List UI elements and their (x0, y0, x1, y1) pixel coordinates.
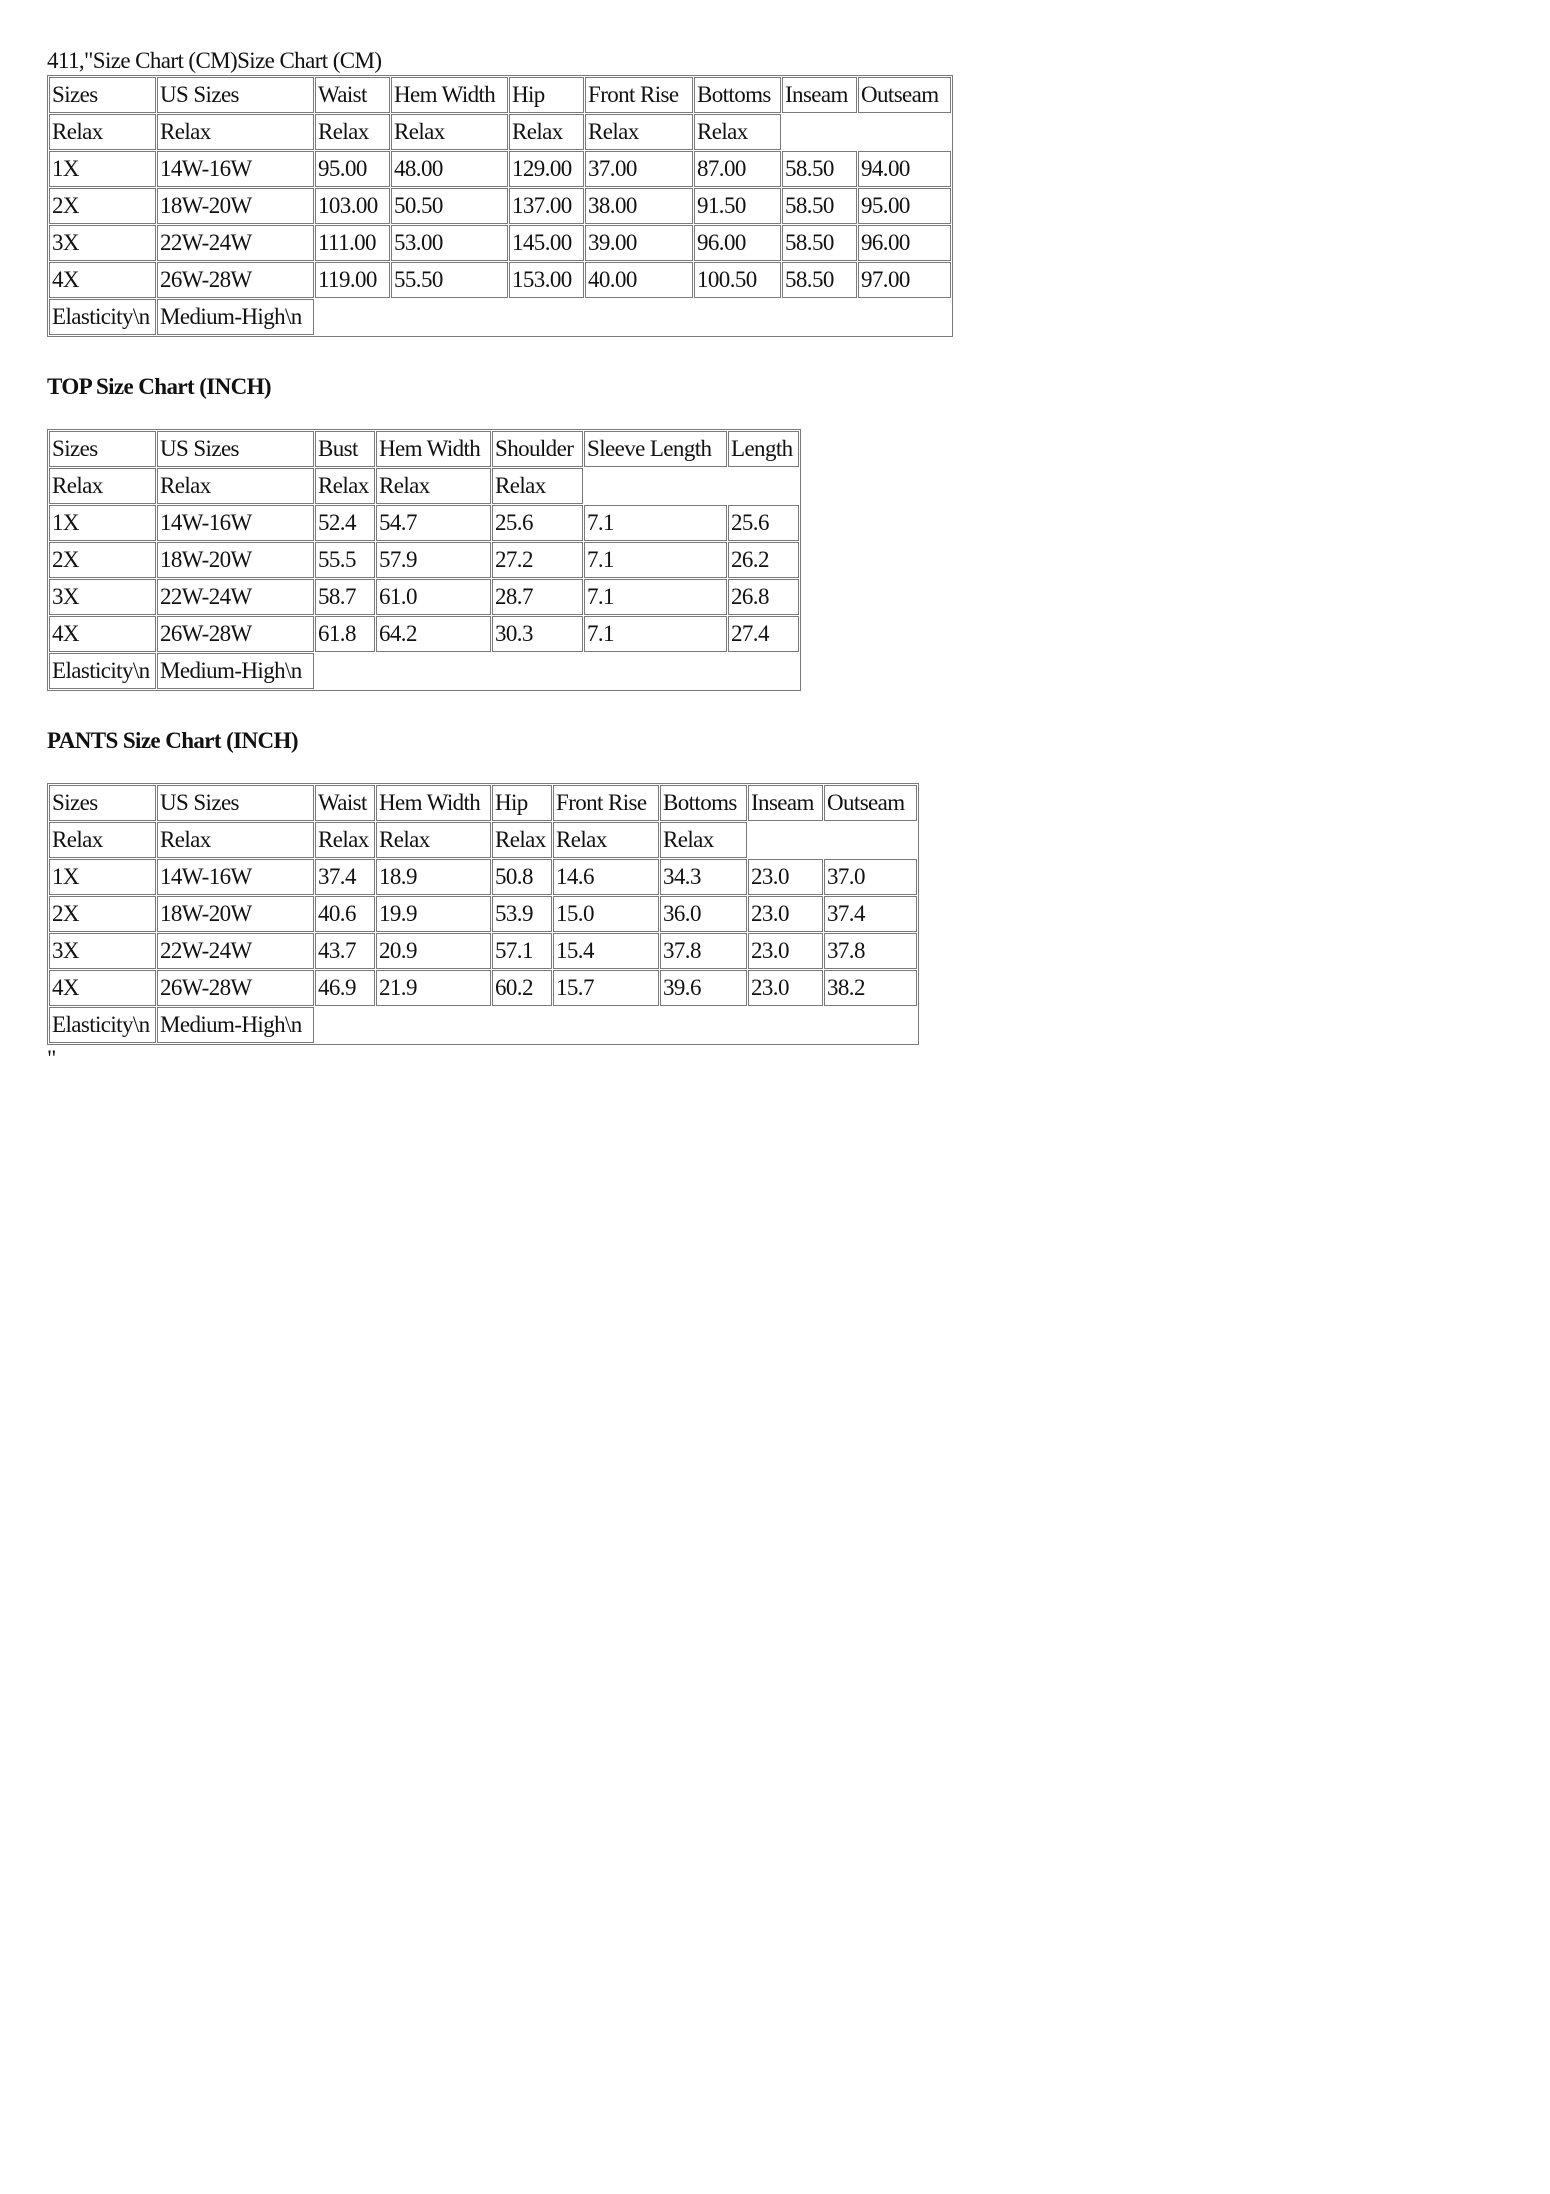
table-cell: 37.8 (824, 933, 917, 969)
table-row (49, 896, 917, 932)
table-cell: Bottoms (660, 785, 747, 821)
table-row (49, 653, 799, 689)
table-cell: 22W-24W (157, 579, 314, 615)
table-cell: Inseam (782, 77, 857, 113)
table-cell: Medium-High\n (157, 1007, 314, 1043)
table-cell: 2X (49, 896, 156, 932)
table-cell: 18W-20W (157, 896, 314, 932)
table-row (49, 859, 917, 895)
table-cell: 37.00 (585, 151, 693, 187)
table-cell: 96.00 (694, 225, 781, 261)
table-cell: 7.1 (584, 542, 727, 578)
top-chart-title: TOP Size Chart (INCH) (47, 374, 271, 399)
table-cell: 30.3 (492, 616, 583, 652)
table-cell: 96.00 (858, 225, 951, 261)
table-row (49, 616, 799, 652)
table-row (49, 505, 799, 541)
cm-size-table (47, 75, 953, 337)
table-cell: 18W-20W (157, 188, 314, 224)
table-row (49, 262, 951, 298)
table-cell: 111.00 (315, 225, 390, 261)
table-cell: 2X (49, 188, 156, 224)
table-cell: 3X (49, 579, 156, 615)
table-cell: Relax (391, 114, 508, 150)
table-cell: 103.00 (315, 188, 390, 224)
table-cell: Elasticity\n (49, 1007, 156, 1043)
table-cell: Relax (315, 468, 375, 504)
table-cell: 58.50 (782, 151, 857, 187)
table-cell: Inseam (748, 785, 823, 821)
table-cell: Sizes (49, 431, 156, 467)
table-cell: Sizes (49, 785, 156, 821)
table-cell: 100.50 (694, 262, 781, 298)
table-cell: Hem Width (391, 77, 508, 113)
table-cell: 4X (49, 616, 156, 652)
table-cell: 61.0 (376, 579, 491, 615)
table-cell: 36.0 (660, 896, 747, 932)
table-cell: 23.0 (748, 970, 823, 1006)
table-cell: 25.6 (492, 505, 583, 541)
table-cell: 7.1 (584, 505, 727, 541)
table-cell: 28.7 (492, 579, 583, 615)
table-cell: 39.00 (585, 225, 693, 261)
table-cell: Relax (553, 822, 659, 858)
table-cell: 26W-28W (157, 616, 314, 652)
table-cell: 58.50 (782, 188, 857, 224)
table-cell: 55.5 (315, 542, 375, 578)
table-cell: Relax (585, 114, 693, 150)
table-cell: Waist (315, 77, 390, 113)
table-cell: 20.9 (376, 933, 491, 969)
top-size-table (47, 429, 801, 691)
table-cell: 3X (49, 225, 156, 261)
table-row (49, 822, 917, 858)
table-cell: 91.50 (694, 188, 781, 224)
table-cell: 18W-20W (157, 542, 314, 578)
table-cell: Medium-High\n (157, 653, 314, 689)
table-cell: Hip (492, 785, 552, 821)
table-cell: US Sizes (157, 431, 314, 467)
table-cell: 38.00 (585, 188, 693, 224)
table-cell: 14W-16W (157, 859, 314, 895)
table-cell: Outseam (824, 785, 917, 821)
table-cell: 64.2 (376, 616, 491, 652)
table-cell: 137.00 (509, 188, 584, 224)
table-cell: Relax (694, 114, 781, 150)
table-cell: 19.9 (376, 896, 491, 932)
table-cell: 14.6 (553, 859, 659, 895)
table-cell: Hem Width (376, 431, 491, 467)
table-cell: 7.1 (584, 579, 727, 615)
table-row (49, 114, 951, 150)
table-cell: Waist (315, 785, 375, 821)
table-cell: 38.2 (824, 970, 917, 1006)
table-cell: 23.0 (748, 859, 823, 895)
table-cell: Elasticity\n (49, 653, 156, 689)
table-cell: 18.9 (376, 859, 491, 895)
table-cell: 1X (49, 151, 156, 187)
table-cell: 1X (49, 505, 156, 541)
table-cell: 23.0 (748, 896, 823, 932)
table-cell: Relax (157, 114, 314, 150)
table-cell: 26W-28W (157, 970, 314, 1006)
table-cell: 61.8 (315, 616, 375, 652)
table-cell: 15.0 (553, 896, 659, 932)
table-cell: 22W-24W (157, 225, 314, 261)
table-cell: 95.00 (858, 188, 951, 224)
table-cell: 58.50 (782, 262, 857, 298)
table-cell: 145.00 (509, 225, 584, 261)
table-header-row (49, 431, 799, 467)
table-row (49, 542, 799, 578)
table-row (49, 933, 917, 969)
table-cell: 34.3 (660, 859, 747, 895)
table-cell: 21.9 (376, 970, 491, 1006)
table-cell: Relax (315, 822, 375, 858)
table-cell: US Sizes (157, 77, 314, 113)
table-cell: Hem Width (376, 785, 491, 821)
table-cell: 15.7 (553, 970, 659, 1006)
table-cell: 119.00 (315, 262, 390, 298)
table-cell: Relax (157, 468, 314, 504)
table-cell: Hip (509, 77, 584, 113)
closing-line: " (47, 1046, 56, 1071)
table-cell: 37.0 (824, 859, 917, 895)
table-cell: 48.00 (391, 151, 508, 187)
table-cell: 40.00 (585, 262, 693, 298)
table-cell: 55.50 (391, 262, 508, 298)
table-cell: 2X (49, 542, 156, 578)
table-cell: 95.00 (315, 151, 390, 187)
table-cell: 58.7 (315, 579, 375, 615)
table-cell: 46.9 (315, 970, 375, 1006)
table-cell: Relax (376, 822, 491, 858)
table-cell: Front Rise (585, 77, 693, 113)
table-cell: Length (728, 431, 799, 467)
table-cell: 37.8 (660, 933, 747, 969)
table-cell: 87.00 (694, 151, 781, 187)
pants-chart-title: PANTS Size Chart (INCH) (47, 728, 298, 753)
table-cell: 23.0 (748, 933, 823, 969)
table-cell: 57.1 (492, 933, 552, 969)
table-cell: 27.2 (492, 542, 583, 578)
table-cell: 37.4 (824, 896, 917, 932)
table-header-row (49, 77, 951, 113)
pants-size-table (47, 783, 919, 1045)
table-cell: Relax (509, 114, 584, 150)
table-row (49, 299, 951, 335)
table-row (49, 151, 951, 187)
table-cell: Bust (315, 431, 375, 467)
table-cell: 14W-16W (157, 151, 314, 187)
table-cell: Relax (49, 822, 156, 858)
table-cell: Relax (315, 114, 390, 150)
table-cell: 43.7 (315, 933, 375, 969)
table-cell: 58.50 (782, 225, 857, 261)
table-cell: 27.4 (728, 616, 799, 652)
table-cell: Elasticity\n (49, 299, 156, 335)
table-cell: 15.4 (553, 933, 659, 969)
table-cell: 25.6 (728, 505, 799, 541)
table-cell: 40.6 (315, 896, 375, 932)
table-row (49, 188, 951, 224)
table-cell: Outseam (858, 77, 951, 113)
table-cell: Sizes (49, 77, 156, 113)
table-cell: 129.00 (509, 151, 584, 187)
table-header-row (49, 785, 917, 821)
table-cell: Relax (49, 468, 156, 504)
table-cell: 4X (49, 262, 156, 298)
table-cell: 54.7 (376, 505, 491, 541)
header-line: 411,"Size Chart (CM)Size Chart (CM) (47, 48, 382, 73)
table-cell: 26.2 (728, 542, 799, 578)
table-cell: 1X (49, 859, 156, 895)
table-cell: Sleeve Length (584, 431, 727, 467)
table-cell: 52.4 (315, 505, 375, 541)
table-cell: 94.00 (858, 151, 951, 187)
document-page (47, 47, 953, 1073)
table-cell: 22W-24W (157, 933, 314, 969)
table-cell: 26W-28W (157, 262, 314, 298)
table-row (49, 1007, 917, 1043)
table-cell: 50.8 (492, 859, 552, 895)
table-row (49, 225, 951, 261)
table-cell: Medium-High\n (157, 299, 314, 335)
table-cell: 60.2 (492, 970, 552, 1006)
table-cell: 50.50 (391, 188, 508, 224)
table-cell: Relax (49, 114, 156, 150)
table-cell: 57.9 (376, 542, 491, 578)
table-cell: US Sizes (157, 785, 314, 821)
table-cell: 97.00 (858, 262, 951, 298)
table-cell: Relax (492, 822, 552, 858)
table-cell: 3X (49, 933, 156, 969)
table-cell: Front Rise (553, 785, 659, 821)
table-cell: 26.8 (728, 579, 799, 615)
table-cell: 53.00 (391, 225, 508, 261)
table-cell: 4X (49, 970, 156, 1006)
table-cell: 53.9 (492, 896, 552, 932)
table-row (49, 468, 799, 504)
table-cell: 37.4 (315, 859, 375, 895)
table-cell: Relax (660, 822, 747, 858)
table-row (49, 579, 799, 615)
table-cell: Relax (492, 468, 583, 504)
table-cell: Shoulder (492, 431, 583, 467)
table-cell: 7.1 (584, 616, 727, 652)
table-cell: 39.6 (660, 970, 747, 1006)
table-cell: Bottoms (694, 77, 781, 113)
table-cell: Relax (376, 468, 491, 504)
table-cell: 153.00 (509, 262, 584, 298)
table-cell: 14W-16W (157, 505, 314, 541)
table-row (49, 970, 917, 1006)
table-cell: Relax (157, 822, 314, 858)
